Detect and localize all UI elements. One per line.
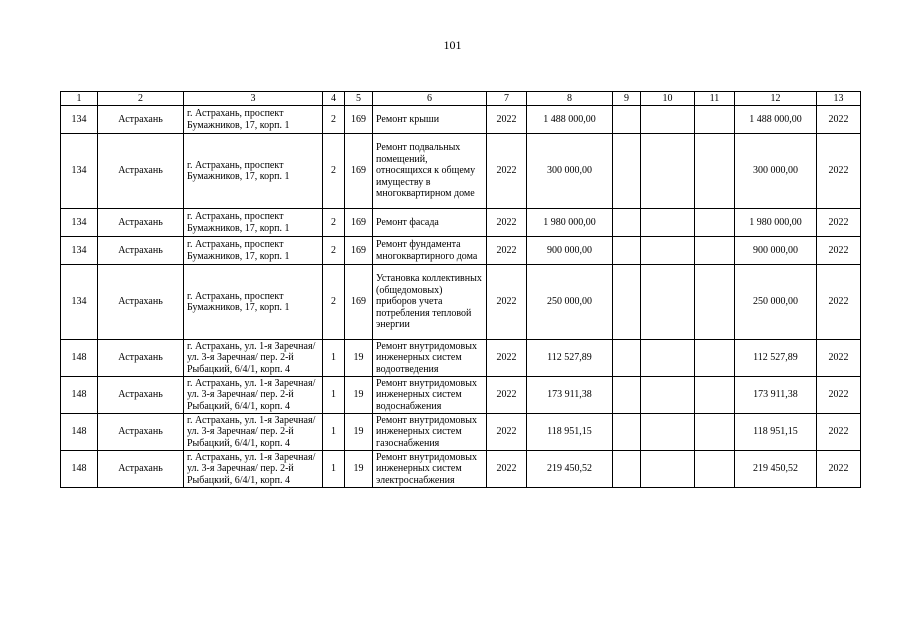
- cell-col-7: 2022: [487, 451, 527, 488]
- cell-col-10: [641, 106, 695, 134]
- cell-col-12: 112 527,89: [735, 340, 817, 377]
- page-number: 101: [443, 38, 462, 52]
- cell-col-2: Астрахань: [98, 377, 184, 414]
- cell-col-3: г. Астрахань, ул. 1-я Заречная/ ул. 3-я Заречная/ пер. 2-й Рыбацкий, 6/4/1, корп. 4: [184, 340, 323, 377]
- cell-col-13: 2022: [817, 134, 861, 209]
- table-row: [61, 451, 861, 488]
- cell-col-5: 19: [345, 414, 373, 451]
- cell-col-11: [695, 106, 735, 134]
- table-row: [61, 340, 861, 377]
- cell-col-9: [613, 340, 641, 377]
- cell-col-9: [613, 451, 641, 488]
- cell-col-12: 219 450,52: [735, 451, 817, 488]
- cell-col-12: 1 488 000,00: [735, 106, 817, 134]
- cell-col-6: Ремонт внутридомовых инженерных систем электроснабжения: [373, 451, 487, 488]
- header-cell-4: 4: [323, 92, 345, 106]
- header-cell-6: 6: [373, 92, 487, 106]
- cell-col-5: 169: [345, 265, 373, 340]
- cell-col-13: 2022: [817, 414, 861, 451]
- cell-col-9: [613, 377, 641, 414]
- cell-col-3: г. Астрахань, ул. 1-я Заречная/ ул. 3-я Заречная/ пер. 2-й Рыбацкий, 6/4/1, корп. 4: [184, 451, 323, 488]
- cell-col-6: Ремонт внутридомовых инженерных систем водоснабжения: [373, 377, 487, 414]
- cell-col-13: 2022: [817, 209, 861, 237]
- cell-col-9: [613, 134, 641, 209]
- cell-col-6: Ремонт внутридомовых инженерных систем водоотведения: [373, 340, 487, 377]
- cell-col-12: 1 980 000,00: [735, 209, 817, 237]
- cell-col-4: 1: [323, 340, 345, 377]
- cell-col-5: 169: [345, 209, 373, 237]
- cell-col-6: Установка коллективных (общедомовых) приборов учета потребления тепловой энергии: [373, 265, 487, 340]
- cell-col-10: [641, 209, 695, 237]
- cell-col-9: [613, 414, 641, 451]
- cell-col-2: Астрахань: [98, 265, 184, 340]
- header-cell-2: 2: [98, 92, 184, 106]
- cell-col-4: 1: [323, 451, 345, 488]
- cell-col-12: 118 951,15: [735, 414, 817, 451]
- cell-col-1: 148: [61, 414, 98, 451]
- cell-col-2: Астрахань: [98, 106, 184, 134]
- cell-col-3: г. Астрахань, проспект Бумажников, 17, корп. 1: [184, 209, 323, 237]
- cell-col-6: Ремонт фасада: [373, 209, 487, 237]
- cell-col-7: 2022: [487, 265, 527, 340]
- cell-col-8: 112 527,89: [527, 340, 613, 377]
- cell-col-6: Ремонт внутридомовых инженерных систем газоснабжения: [373, 414, 487, 451]
- cell-col-5: 19: [345, 377, 373, 414]
- cell-col-6: Ремонт крыши: [373, 106, 487, 134]
- cell-col-5: 169: [345, 134, 373, 209]
- cell-col-4: 2: [323, 106, 345, 134]
- cell-col-4: 1: [323, 414, 345, 451]
- cell-col-2: Астрахань: [98, 134, 184, 209]
- table-row: [61, 265, 861, 340]
- cell-col-7: 2022: [487, 134, 527, 209]
- cell-col-9: [613, 106, 641, 134]
- cell-col-3: г. Астрахань, проспект Бумажников, 17, корп. 1: [184, 106, 323, 134]
- cell-col-9: [613, 237, 641, 265]
- cell-col-10: [641, 414, 695, 451]
- table-row: [61, 377, 861, 414]
- cell-col-1: 134: [61, 134, 98, 209]
- cell-col-8: 300 000,00: [527, 134, 613, 209]
- cell-col-2: Астрахань: [98, 451, 184, 488]
- cell-col-7: 2022: [487, 340, 527, 377]
- table-row: [61, 209, 861, 237]
- cell-col-10: [641, 237, 695, 265]
- header-cell-1: 1: [61, 92, 98, 106]
- cell-col-11: [695, 237, 735, 265]
- cell-col-8: 1 980 000,00: [527, 209, 613, 237]
- cell-col-5: 19: [345, 340, 373, 377]
- cell-col-2: Астрахань: [98, 340, 184, 377]
- cell-col-2: Астрахань: [98, 209, 184, 237]
- cell-col-1: 148: [61, 340, 98, 377]
- table-row: [61, 414, 861, 451]
- cell-col-13: 2022: [817, 265, 861, 340]
- cell-col-13: 2022: [817, 340, 861, 377]
- cell-col-3: г. Астрахань, проспект Бумажников, 17, корп. 1: [184, 265, 323, 340]
- cell-col-1: 134: [61, 106, 98, 134]
- cell-col-2: Астрахань: [98, 414, 184, 451]
- cell-col-1: 148: [61, 451, 98, 488]
- cell-col-13: 2022: [817, 106, 861, 134]
- cell-col-4: 1: [323, 377, 345, 414]
- cell-col-10: [641, 265, 695, 340]
- cell-col-8: 1 488 000,00: [527, 106, 613, 134]
- table-row: [61, 134, 861, 209]
- header-cell-11: 11: [695, 92, 735, 106]
- cell-col-3: г. Астрахань, ул. 1-я Заречная/ ул. 3-я Заречная/ пер. 2-й Рыбацкий, 6/4/1, корп. 4: [184, 414, 323, 451]
- cell-col-12: 250 000,00: [735, 265, 817, 340]
- cell-col-5: 19: [345, 451, 373, 488]
- header-cell-10: 10: [641, 92, 695, 106]
- cell-col-10: [641, 377, 695, 414]
- cell-col-13: 2022: [817, 451, 861, 488]
- cell-col-11: [695, 134, 735, 209]
- cell-col-4: 2: [323, 134, 345, 209]
- cell-col-10: [641, 451, 695, 488]
- cell-col-9: [613, 265, 641, 340]
- cell-col-1: 134: [61, 265, 98, 340]
- cell-col-11: [695, 414, 735, 451]
- table-row: [61, 106, 861, 134]
- cell-col-4: 2: [323, 237, 345, 265]
- cell-col-5: 169: [345, 106, 373, 134]
- header-cell-7: 7: [487, 92, 527, 106]
- cell-col-8: 173 911,38: [527, 377, 613, 414]
- cell-col-1: 148: [61, 377, 98, 414]
- header-cell-9: 9: [613, 92, 641, 106]
- table-row: [61, 237, 861, 265]
- cell-col-11: [695, 451, 735, 488]
- cell-col-3: г. Астрахань, проспект Бумажников, 17, корп. 1: [184, 237, 323, 265]
- cell-col-11: [695, 377, 735, 414]
- cell-col-8: 900 000,00: [527, 237, 613, 265]
- cell-col-6: Ремонт подвальных помещений, относящихся к общему имуществу в многоквартирном доме: [373, 134, 487, 209]
- cell-col-11: [695, 340, 735, 377]
- header-row: [61, 92, 861, 106]
- cell-col-12: 900 000,00: [735, 237, 817, 265]
- cell-col-13: 2022: [817, 237, 861, 265]
- cell-col-10: [641, 134, 695, 209]
- cell-col-11: [695, 265, 735, 340]
- cell-col-7: 2022: [487, 377, 527, 414]
- cell-col-1: 134: [61, 209, 98, 237]
- cell-col-7: 2022: [487, 106, 527, 134]
- repair-schedule-table: [60, 91, 861, 488]
- cell-col-1: 134: [61, 237, 98, 265]
- cell-col-11: [695, 209, 735, 237]
- header-cell-8: 8: [527, 92, 613, 106]
- cell-col-8: 118 951,15: [527, 414, 613, 451]
- cell-col-12: 300 000,00: [735, 134, 817, 209]
- cell-col-3: г. Астрахань, проспект Бумажников, 17, корп. 1: [184, 134, 323, 209]
- cell-col-6: Ремонт фундамента многоквартирного дома: [373, 237, 487, 265]
- cell-col-7: 2022: [487, 414, 527, 451]
- cell-col-7: 2022: [487, 209, 527, 237]
- header-cell-12: 12: [735, 92, 817, 106]
- cell-col-8: 250 000,00: [527, 265, 613, 340]
- cell-col-8: 219 450,52: [527, 451, 613, 488]
- cell-col-3: г. Астрахань, ул. 1-я Заречная/ ул. 3-я Заречная/ пер. 2-й Рыбацкий, 6/4/1, корп. 4: [184, 377, 323, 414]
- header-cell-5: 5: [345, 92, 373, 106]
- cell-col-5: 169: [345, 237, 373, 265]
- cell-col-2: Астрахань: [98, 237, 184, 265]
- cell-col-4: 2: [323, 265, 345, 340]
- cell-col-4: 2: [323, 209, 345, 237]
- cell-col-12: 173 911,38: [735, 377, 817, 414]
- header-cell-13: 13: [817, 92, 861, 106]
- header-cell-3: 3: [184, 92, 323, 106]
- cell-col-10: [641, 340, 695, 377]
- cell-col-13: 2022: [817, 377, 861, 414]
- cell-col-7: 2022: [487, 237, 527, 265]
- cell-col-9: [613, 209, 641, 237]
